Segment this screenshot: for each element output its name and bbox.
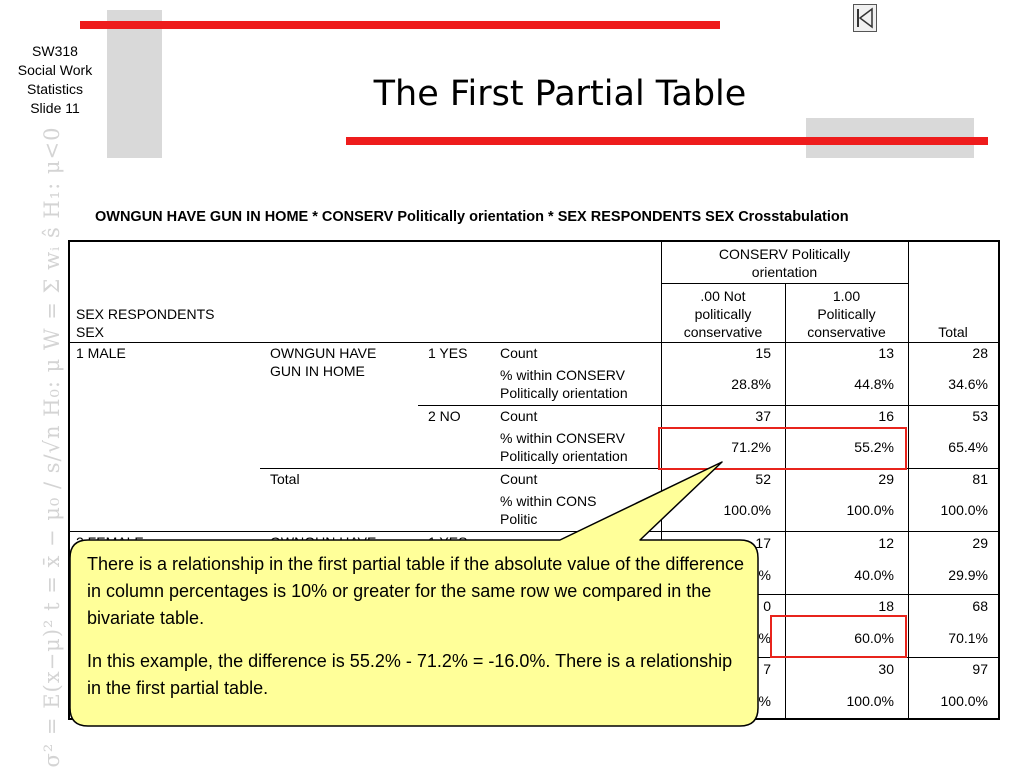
cell-value: 7 bbox=[763, 661, 771, 677]
cell-value: 29 bbox=[972, 535, 988, 551]
cell-value: 71.2% bbox=[731, 439, 771, 455]
total-label: Total bbox=[270, 471, 300, 487]
cell-value: 53 bbox=[972, 408, 988, 424]
header-col1: politically bbox=[694, 306, 752, 322]
cell-value: 18 bbox=[878, 598, 894, 614]
pct-label: Politic bbox=[500, 511, 538, 527]
callout-text bbox=[87, 551, 747, 702]
cell-value: 70.1% bbox=[948, 630, 988, 646]
cell-value: 0 bbox=[763, 598, 771, 614]
cell-value: 60.0% bbox=[854, 630, 894, 646]
cell-value: 16 bbox=[878, 408, 894, 424]
cell-value: 100.0% bbox=[846, 693, 894, 709]
cell-value: 100.0% bbox=[940, 502, 988, 518]
count-label: Count bbox=[500, 408, 538, 424]
header-total: Total bbox=[938, 324, 968, 340]
pct-label: Politically orientation bbox=[500, 448, 628, 464]
cell-value: 52 bbox=[755, 471, 771, 487]
header-col1: conservative bbox=[683, 324, 763, 340]
cell-value: 30 bbox=[878, 661, 894, 677]
callout-paragraph: There is a relationship in the first partial table if the absolute value of the difference in column percentages is 10% or greater for the same row we compared in the bivariate table. bbox=[87, 554, 745, 628]
cell-value: 28.8% bbox=[731, 376, 771, 392]
header-col2: 1.00 bbox=[832, 288, 861, 304]
cell-value: 55.2% bbox=[854, 439, 894, 455]
owngun-label: OWNGUN HAVE bbox=[270, 345, 377, 361]
header-group-label: CONSERV Politically bbox=[718, 246, 851, 262]
callout-paragraph: In this example, the difference is 55.2% - 71.2% = -16.0%. There is a relationship in the first partial table. bbox=[87, 651, 733, 698]
cell-value: 100.0% bbox=[846, 502, 894, 518]
pct-label: Politically orientation bbox=[500, 385, 628, 401]
cell-value: 28 bbox=[972, 345, 988, 361]
row-header-label: SEX RESPONDENTS bbox=[76, 306, 215, 322]
no-label: 2 NO bbox=[428, 408, 461, 424]
cell-value: 40.0% bbox=[854, 567, 894, 583]
cell-value: 29.9% bbox=[948, 567, 988, 583]
course-line: SW318 bbox=[32, 43, 78, 59]
cell-value: 17 bbox=[755, 535, 771, 551]
header-col2: Politically bbox=[817, 306, 876, 322]
row-header-label: SEX bbox=[76, 324, 105, 340]
header-col1: .00 Not bbox=[700, 288, 746, 304]
slide-title: The First Partial Table bbox=[373, 74, 747, 114]
pct-label: % within CONS bbox=[500, 493, 597, 509]
cell-value: 68 bbox=[972, 598, 988, 614]
cell-value: 65.4% bbox=[948, 439, 988, 455]
course-line: Social Work bbox=[17, 62, 93, 78]
cell-value: 34.6% bbox=[948, 376, 988, 392]
watermark-formulas: σ² = E(x−μ)² t = x̄ − μ₀ / s/√n H₀: μ W = Σ wᵢ ŝ H₁: μ<0 bbox=[40, 126, 64, 768]
cell-value: 37 bbox=[755, 408, 771, 424]
course-line: Slide 11 bbox=[30, 100, 80, 116]
pct-label: % within CONSERV bbox=[500, 430, 626, 446]
header-col2: conservative bbox=[807, 324, 886, 340]
count-label: Count bbox=[500, 471, 538, 487]
course-line: Statistics bbox=[26, 81, 83, 97]
cell-value: % bbox=[758, 693, 771, 709]
cell-value: 97 bbox=[972, 661, 988, 677]
cell-value: 100.0% bbox=[940, 693, 988, 709]
sex-male-label: 1 MALE bbox=[76, 345, 126, 361]
owngun-label: GUN IN HOME bbox=[270, 363, 365, 379]
cell-value: 12 bbox=[878, 535, 894, 551]
cell-value: 44.8% bbox=[854, 376, 894, 392]
cell-value: % bbox=[758, 567, 771, 583]
cell-value: 29 bbox=[878, 471, 894, 487]
cell-value: 81 bbox=[972, 471, 988, 487]
cell-value: 100.0% bbox=[723, 502, 771, 518]
table-caption: OWNGUN HAVE GUN IN HOME * CONSERV Politically orientation * SEX RESPONDENTS SEX Crosstabulation bbox=[95, 209, 849, 225]
yes-label: 1 YES bbox=[428, 345, 468, 361]
cell-value: 15 bbox=[755, 345, 771, 361]
count-label: Count bbox=[500, 345, 538, 361]
pct-label: % within CONSERV bbox=[500, 367, 626, 383]
cell-value: 13 bbox=[878, 345, 894, 361]
cell-value: % bbox=[758, 630, 771, 646]
header-group-label: orientation bbox=[751, 264, 818, 280]
